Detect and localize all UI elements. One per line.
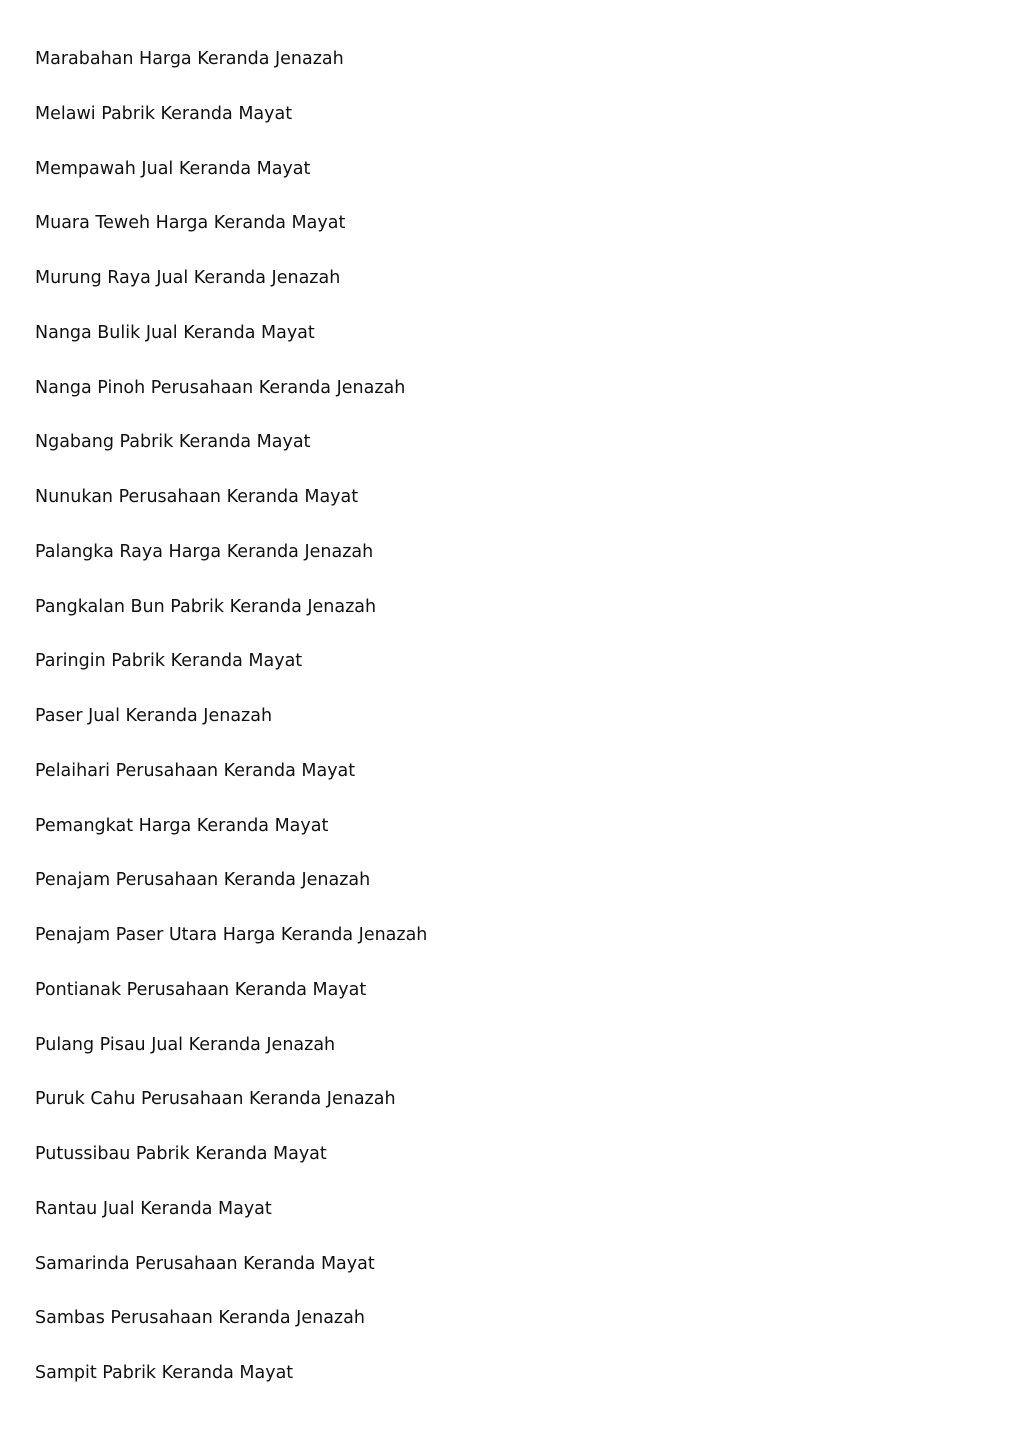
text-line: Ngabang Pabrik Keranda Mayat — [35, 432, 311, 453]
text-line: Mempawah Jual Keranda Mayat — [35, 158, 311, 179]
text-line: Penajam Paser Utara Harga Keranda Jenazah — [35, 925, 428, 945]
text-line: Sampit Pabrik Keranda Mayat — [35, 1363, 294, 1383]
text-line: Penajam Perusahaan Keranda Jenazah — [35, 870, 371, 891]
text-line: Nanga Bulik Jual Keranda Mayat — [35, 322, 315, 343]
text-line: Paringin Pabrik Keranda Mayat — [35, 651, 303, 672]
text-line: Pulang Pisau Jual Keranda Jenazah — [35, 1034, 336, 1055]
text-line: Murung Raya Jual Keranda Jenazah — [35, 268, 341, 288]
text-line: Puruk Cahu Perusahaan Keranda Jenazah — [35, 1089, 396, 1110]
text-line: Muara Teweh Harga Keranda Mayat — [35, 213, 346, 234]
text-line: Marabahan Harga Keranda Jenazah — [35, 49, 344, 69]
text-line: Rantau Jual Keranda Mayat — [35, 1198, 272, 1219]
text-line: Putussibau Pabrik Keranda Mayat — [35, 1144, 327, 1164]
text-line: Pelaihari Perusahaan Keranda Mayat — [35, 760, 356, 781]
text-line: Nunukan Perusahaan Keranda Mayat — [35, 487, 359, 507]
text-line: Nanga Pinoh Perusahaan Keranda Jenazah — [35, 377, 406, 398]
text-line: Melawi Pabrik Keranda Mayat — [35, 103, 293, 124]
text-line: Sambas Perusahaan Keranda Jenazah — [35, 1308, 365, 1329]
text-line: Pemangkat Harga Keranda Mayat — [35, 815, 329, 836]
text-line: Paser Jual Keranda Jenazah — [35, 706, 273, 726]
text-line: Palangka Raya Harga Keranda Jenazah — [35, 541, 374, 562]
text-line: Samarinda Perusahaan Keranda Mayat — [35, 1253, 375, 1274]
text-line: Pangkalan Bun Pabrik Keranda Jenazah — [35, 596, 377, 617]
text-line-list — [35, 44, 427, 1413]
text-line: Pontianak Perusahaan Keranda Mayat — [35, 979, 367, 1000]
